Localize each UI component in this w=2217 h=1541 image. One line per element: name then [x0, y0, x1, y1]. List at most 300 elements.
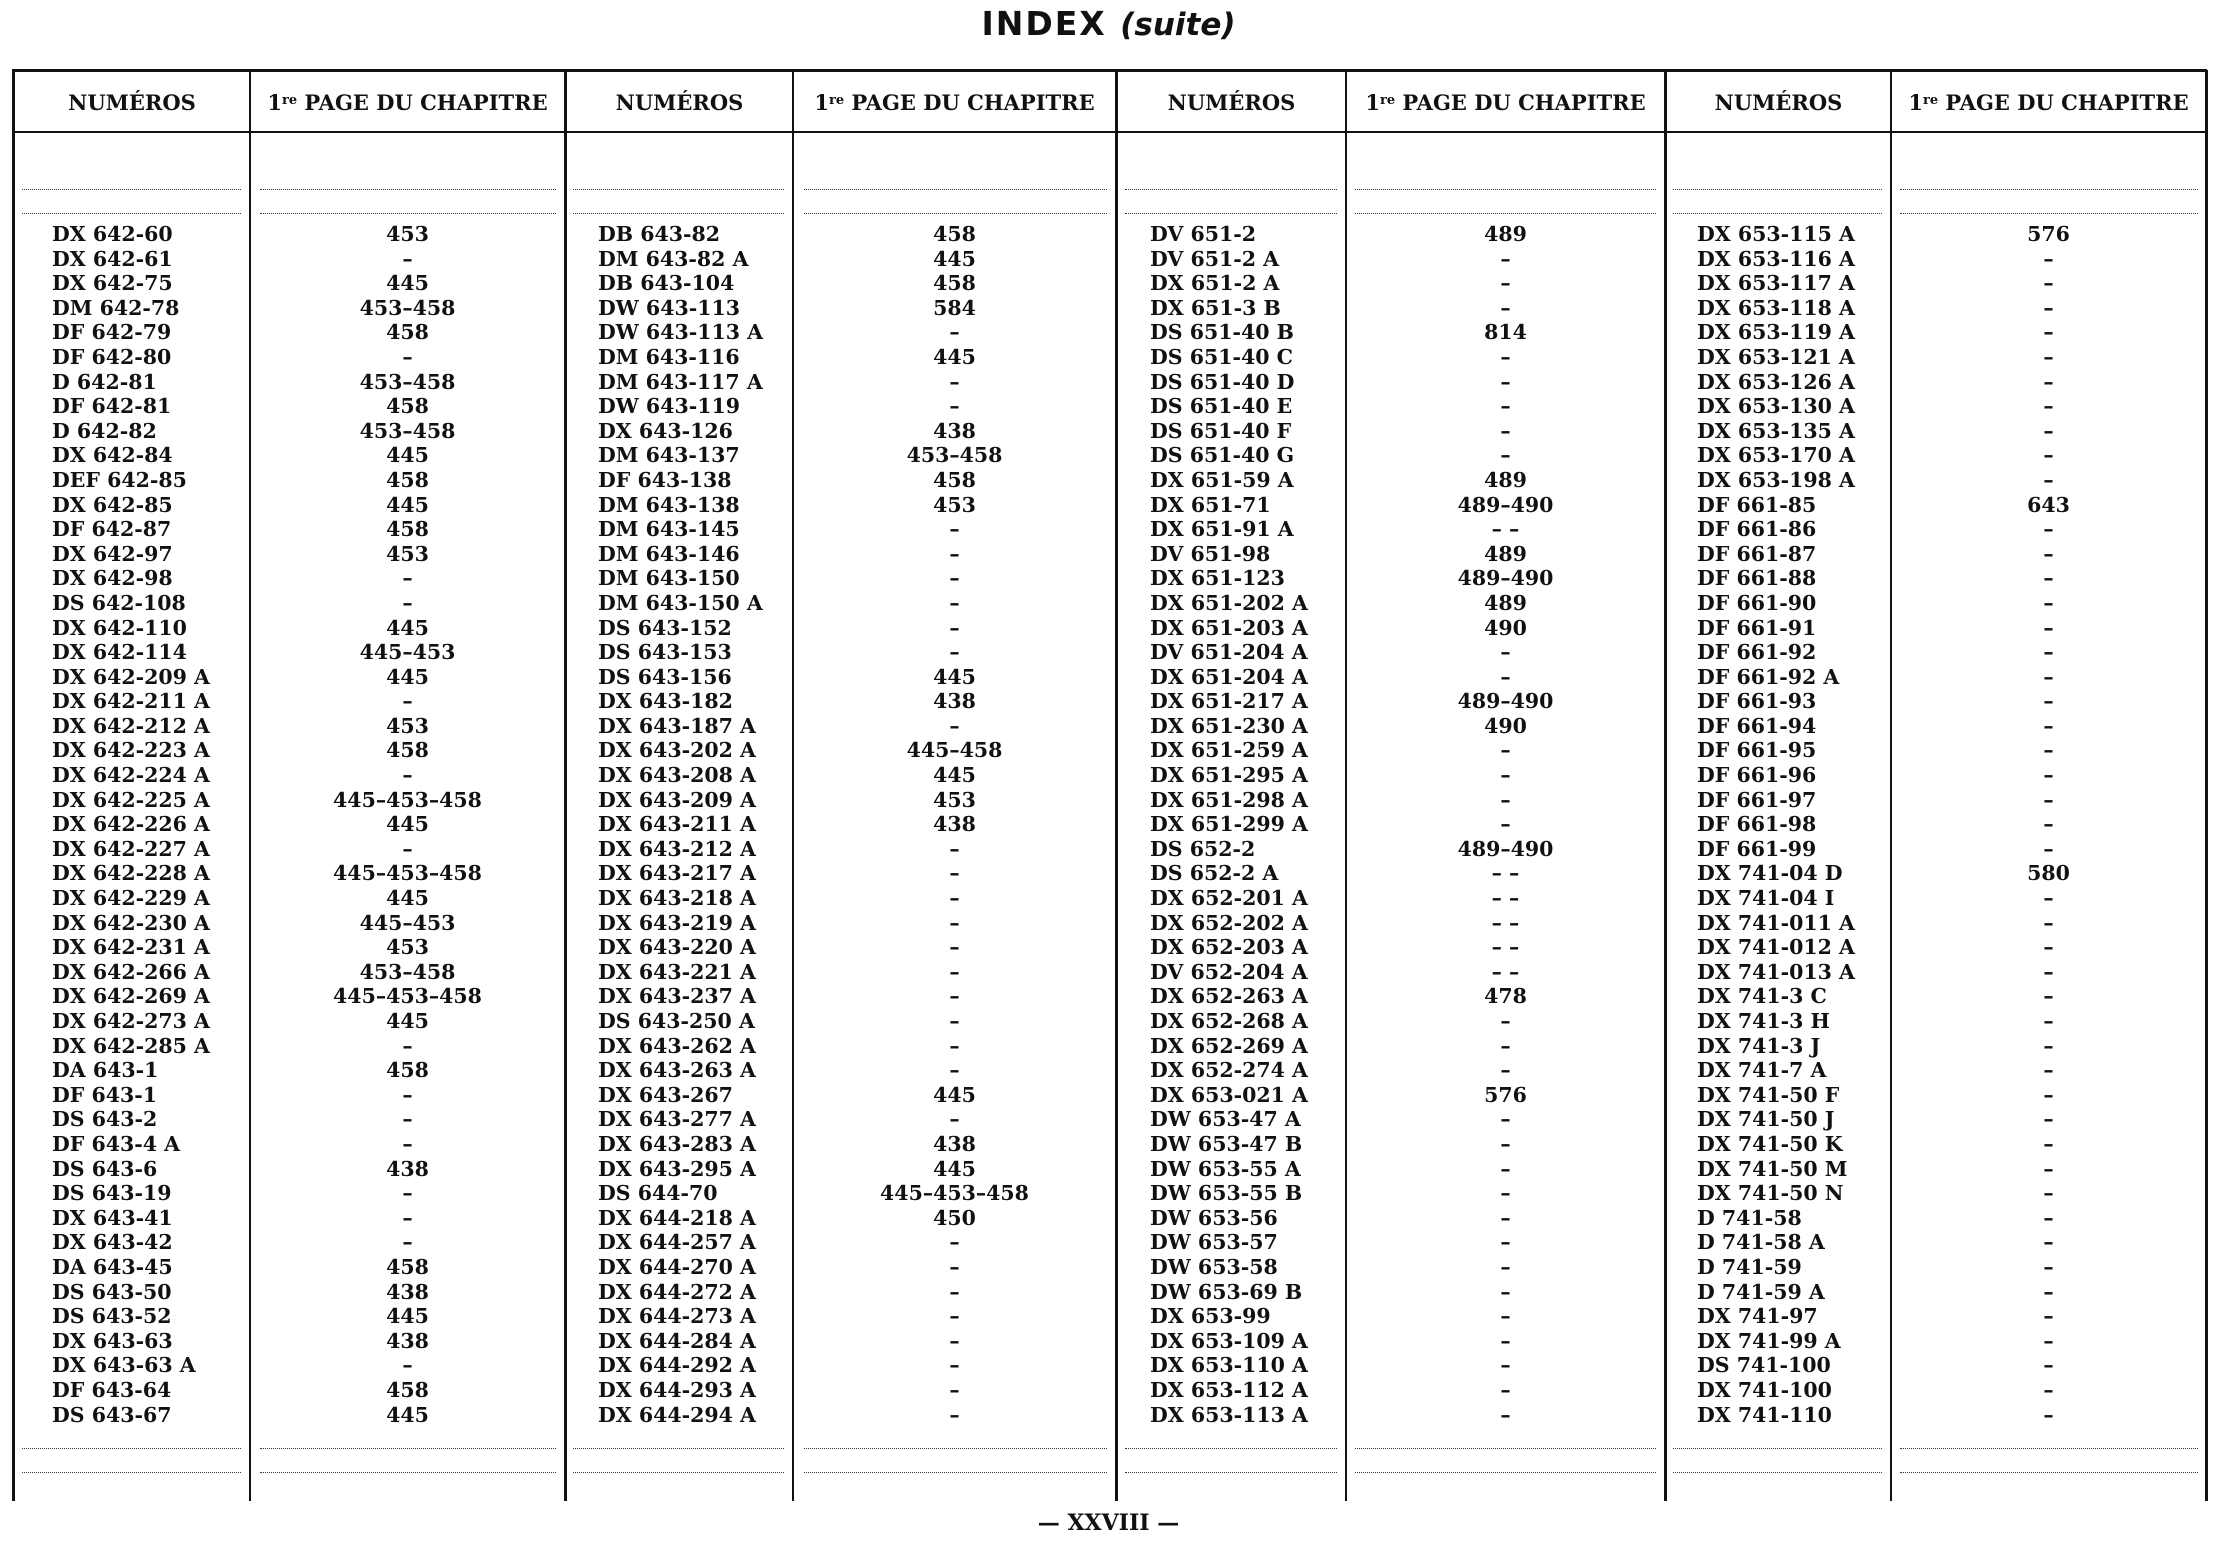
- header-numeros: NUMÉROS: [1714, 90, 1843, 115]
- chapter-page: –: [402, 1033, 413, 1058]
- chapter-page: –: [1500, 418, 1511, 443]
- index-number: DX 643-211 A: [598, 812, 756, 837]
- chapter-page: 445: [386, 492, 429, 517]
- chapter-page: – –: [1491, 959, 1520, 984]
- page-title-suffix: (suite): [1120, 7, 1236, 43]
- index-number: DF 661-86: [1697, 517, 1817, 542]
- index-number: DX 653-113 A: [1150, 1402, 1308, 1427]
- chapter-page: 445: [386, 443, 429, 468]
- chapter-page: 453–458: [359, 369, 456, 394]
- chapter-page: 445: [386, 664, 429, 689]
- index-number: DX 653-135 A: [1697, 418, 1855, 443]
- chapter-page: –: [2043, 320, 2054, 345]
- index-number: DX 643-41: [52, 1205, 173, 1230]
- chapter-page: –: [2043, 541, 2054, 566]
- page-title: [0, 4, 2217, 43]
- dotted-separator: [804, 1448, 1107, 1449]
- chapter-page: 458: [386, 517, 429, 542]
- dotted-separator: [804, 1472, 1107, 1473]
- index-number: DX 643-283 A: [598, 1131, 756, 1156]
- chapter-page: –: [1500, 246, 1511, 271]
- chapter-page: 458: [386, 394, 429, 419]
- chapter-page: 453: [386, 713, 429, 738]
- chapter-page: 438: [933, 1131, 976, 1156]
- index-number: DS 651-40 B: [1150, 320, 1295, 345]
- chapter-page: –: [2043, 590, 2054, 615]
- chapter-page: 489–490: [1457, 836, 1554, 861]
- chapter-page: 489: [1484, 541, 1527, 566]
- chapter-page: –: [2043, 689, 2054, 714]
- index-number: DX 642-110: [52, 615, 187, 640]
- dotted-separator: [260, 213, 556, 214]
- chapter-page: 489: [1484, 590, 1527, 615]
- dotted-separator: [1673, 1448, 1882, 1449]
- index-number: DF 661-92 A: [1697, 664, 1840, 689]
- chapter-page: 445: [386, 271, 429, 296]
- index-number: DS 643-156: [598, 664, 732, 689]
- index-number: DX 643-182: [598, 689, 733, 714]
- index-number: DX 643-267: [598, 1082, 733, 1107]
- chapter-page: – –: [1491, 935, 1520, 960]
- index-number: DX 642-209 A: [52, 664, 210, 689]
- chapter-page: –: [1500, 1254, 1511, 1279]
- index-number: DF 643-1: [52, 1082, 158, 1107]
- chapter-page: –: [1500, 1304, 1511, 1329]
- index-number: DM 643-137: [598, 443, 740, 468]
- index-number: DX 643-209 A: [598, 787, 756, 812]
- chapter-page: 814: [1484, 320, 1527, 345]
- chapter-page: –: [949, 517, 960, 542]
- index-number: DX 652-274 A: [1150, 1058, 1308, 1083]
- chapter-page: –: [2043, 394, 2054, 419]
- index-number: DS 643-50: [52, 1279, 172, 1304]
- index-number: DX 651-2 A: [1150, 271, 1280, 296]
- index-number: DX 642-225 A: [52, 787, 210, 812]
- index-number: DM 643-150 A: [598, 590, 763, 615]
- chapter-page: –: [2043, 246, 2054, 271]
- index-number: DX 643-208 A: [598, 763, 756, 788]
- index-number: DX 642-85: [52, 492, 173, 517]
- index-number: DX 653-198 A: [1697, 467, 1855, 492]
- chapter-page: 458: [933, 222, 976, 246]
- index-number: DB 643-82: [598, 222, 721, 246]
- index-number: DX 651-3 B: [1150, 295, 1281, 320]
- dotted-separator: [260, 189, 556, 190]
- index-number: DX 642-285 A: [52, 1033, 210, 1058]
- chapter-page: –: [949, 1402, 960, 1427]
- index-number: DX 643-218 A: [598, 886, 756, 911]
- chapter-page: –: [949, 910, 960, 935]
- chapter-page: 438: [933, 418, 976, 443]
- chapter-page: –: [1500, 1156, 1511, 1181]
- index-number: DS 643-19: [52, 1181, 172, 1206]
- chapter-page: 458: [386, 1377, 429, 1402]
- index-number: DS 651-40 G: [1150, 443, 1295, 468]
- chapter-page: –: [949, 1254, 960, 1279]
- index-number: DX 651-299 A: [1150, 812, 1308, 837]
- chapter-page: 643: [2027, 492, 2070, 517]
- chapter-page: –: [1500, 664, 1511, 689]
- chapter-page: –: [2043, 763, 2054, 788]
- index-number: DX 642-114: [52, 640, 187, 665]
- index-number: DX 652-202 A: [1150, 910, 1308, 935]
- index-number: DX 644-273 A: [598, 1304, 756, 1329]
- index-number: DX 652-263 A: [1150, 984, 1308, 1009]
- index-number: DF 661-92: [1697, 640, 1817, 665]
- chapter-page: –: [1500, 738, 1511, 763]
- chapter-page: 438: [933, 812, 976, 837]
- chapter-page: –: [402, 1181, 413, 1206]
- chapter-page: –: [402, 836, 413, 861]
- dotted-separator: [1355, 1448, 1656, 1449]
- index-number: DX 741-110: [1697, 1402, 1832, 1427]
- pages-column-2: [794, 222, 1115, 1427]
- index-number: DX 653-170 A: [1697, 443, 1855, 468]
- dotted-separator: [1900, 213, 2198, 214]
- chapter-page: –: [2043, 1082, 2054, 1107]
- index-number: DX 651-217 A: [1150, 689, 1308, 714]
- chapter-page: –: [949, 394, 960, 419]
- index-number: DS 643-67: [52, 1402, 172, 1427]
- index-number: DS 643-6: [52, 1156, 158, 1181]
- index-number: DW 643-113: [598, 295, 741, 320]
- index-number: DX 653-021 A: [1150, 1082, 1308, 1107]
- index-number: DX 741-99 A: [1697, 1328, 1841, 1353]
- index-number: DX 651-91 A: [1150, 517, 1294, 542]
- index-number: DS 643-52: [52, 1304, 172, 1329]
- index-number: DX 644-257 A: [598, 1230, 756, 1255]
- chapter-page: –: [1500, 1353, 1511, 1378]
- dotted-separator: [1900, 1448, 2198, 1449]
- index-number: DX 642-211 A: [52, 689, 210, 714]
- index-number: DX 642-98: [52, 566, 173, 591]
- dotted-separator: [573, 213, 784, 214]
- chapter-page: –: [949, 1009, 960, 1033]
- chapter-page: 576: [1484, 1082, 1527, 1107]
- numeros-column-4: [1697, 222, 1855, 1427]
- index-number: DX 741-013 A: [1697, 959, 1855, 984]
- index-number: DW 653-56: [1150, 1205, 1278, 1230]
- index-number: DX 741-50 K: [1697, 1131, 1843, 1156]
- chapter-page: –: [2043, 1377, 2054, 1402]
- chapter-page: –: [949, 369, 960, 394]
- index-number: DF 661-88: [1697, 566, 1817, 591]
- index-number: DX 653-117 A: [1697, 271, 1855, 296]
- chapter-page: –: [2043, 1107, 2054, 1132]
- chapter-page: –: [949, 1107, 960, 1132]
- chapter-page: –: [2043, 443, 2054, 468]
- chapter-page: –: [2043, 787, 2054, 812]
- index-number: DX 651-123: [1150, 566, 1285, 591]
- chapter-page: –: [949, 861, 960, 886]
- chapter-page: –: [949, 935, 960, 960]
- dotted-separator: [260, 1448, 556, 1449]
- index-number: DW 653-55 A: [1150, 1156, 1301, 1181]
- index-number: DX 643-187 A: [598, 713, 756, 738]
- index-number: DW 653-47 B: [1150, 1131, 1303, 1156]
- pages-column-4: [1892, 222, 2205, 1427]
- index-number: DEF 642-85: [52, 467, 187, 492]
- chapter-page: –: [2043, 1304, 2054, 1329]
- index-number: DX 741-50 J: [1697, 1107, 1835, 1132]
- chapter-page: –: [1500, 394, 1511, 419]
- chapter-page: –: [949, 1353, 960, 1378]
- group-divider-3: [1664, 70, 1667, 1501]
- chapter-page: –: [1500, 1131, 1511, 1156]
- index-number: DX 653-99: [1150, 1304, 1271, 1329]
- index-number: DX 741-50 N: [1697, 1181, 1844, 1206]
- index-number: DX 642-226 A: [52, 812, 210, 837]
- chapter-page: – –: [1491, 886, 1520, 911]
- numeros-column-1: [52, 222, 210, 1427]
- index-number: DX 642-223 A: [52, 738, 210, 763]
- index-number: DX 644-292 A: [598, 1353, 756, 1378]
- index-number: DS 651-40 D: [1150, 369, 1295, 394]
- index-number: DX 741-011 A: [1697, 910, 1855, 935]
- numeros-column-2: [598, 222, 763, 1427]
- index-number: DX 651-71: [1150, 492, 1271, 517]
- index-number: DX 653-109 A: [1150, 1328, 1308, 1353]
- index-number: DS 644-70: [598, 1181, 718, 1206]
- chapter-page: –: [949, 959, 960, 984]
- index-number: DV 651-204 A: [1150, 640, 1308, 665]
- chapter-page: –: [1500, 1205, 1511, 1230]
- index-number: DX 652-269 A: [1150, 1033, 1308, 1058]
- chapter-page: –: [1500, 369, 1511, 394]
- index-number: DW 643-113 A: [598, 320, 764, 345]
- chapter-page: –: [1500, 271, 1511, 296]
- chapter-page: –: [1500, 1279, 1511, 1304]
- chapter-page: –: [2043, 1254, 2054, 1279]
- index-number: DX 741-100: [1697, 1377, 1832, 1402]
- index-number: DF 661-96: [1697, 763, 1817, 788]
- chapter-page: –: [2043, 615, 2054, 640]
- index-number: DX 651-230 A: [1150, 713, 1308, 738]
- index-number: DF 661-94: [1697, 713, 1817, 738]
- index-number: DX 642-266 A: [52, 959, 210, 984]
- index-number: DX 741-04 I: [1697, 886, 1835, 911]
- index-number: DF 661-87: [1697, 541, 1817, 566]
- index-number: DX 652-201 A: [1150, 886, 1308, 911]
- index-number: DX 741-04 D: [1697, 861, 1843, 886]
- chapter-page: –: [2043, 935, 2054, 960]
- index-number: DF 661-93: [1697, 689, 1817, 714]
- index-number: DF 642-79: [52, 320, 172, 345]
- chapter-page: –: [2043, 517, 2054, 542]
- chapter-page: 489: [1484, 467, 1527, 492]
- dotted-separator: [1900, 189, 2198, 190]
- chapter-page: 458: [933, 271, 976, 296]
- index-number: D 741-58 A: [1697, 1230, 1825, 1255]
- index-number: DX 642-75: [52, 271, 173, 296]
- index-number: DX 652-268 A: [1150, 1009, 1308, 1033]
- numeros-column-3: [1150, 222, 1308, 1427]
- index-number: D 642-81: [52, 369, 157, 394]
- dotted-separator: [1125, 189, 1337, 190]
- chapter-page: 489–490: [1457, 689, 1554, 714]
- chapter-page: 453: [386, 222, 429, 246]
- index-number: DV 651-2 A: [1150, 246, 1280, 271]
- chapter-page: –: [402, 763, 413, 788]
- chapter-page: –: [2043, 886, 2054, 911]
- index-number: DX 653-118 A: [1697, 295, 1855, 320]
- chapter-page: –: [2043, 1402, 2054, 1427]
- index-number: DM 643-145: [598, 517, 740, 542]
- chapter-page: 490: [1484, 713, 1527, 738]
- chapter-page: –: [949, 1328, 960, 1353]
- index-number: DS 652-2 A: [1150, 861, 1279, 886]
- chapter-page: 478: [1484, 984, 1527, 1009]
- chapter-page: –: [402, 1230, 413, 1255]
- chapter-page: –: [1500, 1328, 1511, 1353]
- index-number: DF 661-90: [1697, 590, 1817, 615]
- chapter-page: 445: [933, 763, 976, 788]
- dotted-separator: [804, 189, 1107, 190]
- chapter-page: 445: [386, 812, 429, 837]
- chapter-page: 584: [933, 295, 976, 320]
- chapter-page: –: [949, 615, 960, 640]
- index-number: DX 644-272 A: [598, 1279, 756, 1304]
- chapter-page: 489–490: [1457, 566, 1554, 591]
- dotted-separator: [1673, 1472, 1882, 1473]
- chapter-page: –: [402, 566, 413, 591]
- chapter-page: 445–453–458: [333, 861, 482, 886]
- index-number: DX 643-217 A: [598, 861, 756, 886]
- dotted-separator: [22, 189, 241, 190]
- chapter-page: 445: [933, 664, 976, 689]
- index-number: DX 653-130 A: [1697, 394, 1855, 419]
- index-number: DS 651-40 F: [1150, 418, 1292, 443]
- index-number: DX 643-126: [598, 418, 733, 443]
- index-number: DM 643-146: [598, 541, 740, 566]
- index-number: DX 652-203 A: [1150, 935, 1308, 960]
- chapter-page: –: [2043, 566, 2054, 591]
- index-number: DV 652-204 A: [1150, 959, 1308, 984]
- chapter-page: 489–490: [1457, 492, 1554, 517]
- chapter-page: –: [2043, 1328, 2054, 1353]
- index-number: DX 644-293 A: [598, 1377, 756, 1402]
- chapter-page: –: [402, 590, 413, 615]
- chapter-page: –: [2043, 344, 2054, 369]
- chapter-page: –: [2043, 1353, 2054, 1378]
- index-number: DX 642-84: [52, 443, 173, 468]
- index-number: DS 741-100: [1697, 1353, 1831, 1378]
- index-number: DS 651-40 E: [1150, 394, 1293, 419]
- chapter-page: 453: [386, 541, 429, 566]
- index-number: DX 741-3 C: [1697, 984, 1827, 1009]
- chapter-page: 453: [933, 492, 976, 517]
- dotted-separator: [1355, 1472, 1656, 1473]
- chapter-page: –: [2043, 1033, 2054, 1058]
- index-number: DW 653-47 A: [1150, 1107, 1301, 1132]
- dotted-separator: [1673, 189, 1882, 190]
- chapter-page: –: [949, 566, 960, 591]
- chapter-page: –: [1500, 763, 1511, 788]
- index-number: DX 642-273 A: [52, 1009, 210, 1033]
- index-number: DX 644-270 A: [598, 1254, 756, 1279]
- chapter-page: –: [1500, 1230, 1511, 1255]
- chapter-page: –: [402, 1082, 413, 1107]
- chapter-page: –: [949, 984, 960, 1009]
- index-number: DX 651-204 A: [1150, 664, 1308, 689]
- index-number: DX 642-97: [52, 541, 173, 566]
- chapter-page: 445: [933, 1156, 976, 1181]
- chapter-page: 490: [1484, 615, 1527, 640]
- index-number: DS 643-152: [598, 615, 732, 640]
- chapter-page: 453–458: [359, 295, 456, 320]
- chapter-page: 445: [933, 1082, 976, 1107]
- index-number: DX 741-50 M: [1697, 1156, 1848, 1181]
- dotted-separator: [573, 1472, 784, 1473]
- index-number: DV 651-98: [1150, 541, 1271, 566]
- page-number-footer: — XXVIII —: [1037, 1510, 1180, 1536]
- table-top-rule: [12, 69, 2207, 72]
- index-number: DS 651-40 C: [1150, 344, 1293, 369]
- index-number: DX 643-237 A: [598, 984, 756, 1009]
- index-number: DW 653-55 B: [1150, 1181, 1303, 1206]
- index-number: DS 642-108: [52, 590, 186, 615]
- index-number: DX 651-59 A: [1150, 467, 1294, 492]
- chapter-page: 445–453: [359, 910, 456, 935]
- index-number: DX 653-126 A: [1697, 369, 1855, 394]
- index-number: DX 741-012 A: [1697, 935, 1855, 960]
- index-number: DX 653-116 A: [1697, 246, 1855, 271]
- chapter-page: –: [2043, 836, 2054, 861]
- dotted-separator: [1355, 189, 1656, 190]
- chapter-page: –: [949, 320, 960, 345]
- chapter-page: 445: [386, 886, 429, 911]
- index-number: DX 643-212 A: [598, 836, 756, 861]
- index-number: DX 741-50 F: [1697, 1082, 1840, 1107]
- index-number: DW 653-69 B: [1150, 1279, 1303, 1304]
- chapter-page: 458: [386, 738, 429, 763]
- chapter-page: –: [2043, 910, 2054, 935]
- index-number: DX 741-3 J: [1697, 1033, 1821, 1058]
- index-number: DF 661-98: [1697, 812, 1817, 837]
- chapter-page: 445–453–458: [333, 984, 482, 1009]
- index-number: DX 642-60: [52, 222, 173, 246]
- index-number: DM 643-82 A: [598, 246, 749, 271]
- index-number: DW 653-57: [1150, 1230, 1278, 1255]
- index-number: DF 642-87: [52, 517, 172, 542]
- header-numeros: NUMÉROS: [1167, 90, 1296, 115]
- dotted-separator: [22, 213, 241, 214]
- chapter-page: –: [1500, 295, 1511, 320]
- index-number: DM 643-117 A: [598, 369, 763, 394]
- chapter-page: –: [402, 1205, 413, 1230]
- chapter-page: –: [2043, 369, 2054, 394]
- chapter-page: –: [2043, 295, 2054, 320]
- chapter-page: 458: [386, 1254, 429, 1279]
- index-number: DX 741-3 H: [1697, 1009, 1830, 1033]
- dotted-separator: [22, 1472, 241, 1473]
- index-number: DX 644-284 A: [598, 1328, 756, 1353]
- chapter-page: 438: [386, 1156, 429, 1181]
- chapter-page: –: [949, 1058, 960, 1083]
- chapter-page: –: [402, 1131, 413, 1156]
- chapter-page: –: [2043, 1279, 2054, 1304]
- chapter-page: 445: [386, 1304, 429, 1329]
- chapter-page: 489: [1484, 222, 1527, 246]
- index-number: DM 643-138: [598, 492, 740, 517]
- chapter-page: 445–458: [906, 738, 1003, 763]
- chapter-page: 453–458: [906, 443, 1003, 468]
- chapter-page: –: [2043, 664, 2054, 689]
- index-number: DS 652-2: [1150, 836, 1256, 861]
- chapter-page: 576: [2027, 222, 2070, 246]
- index-number: DF 642-80: [52, 344, 172, 369]
- chapter-page: –: [1500, 344, 1511, 369]
